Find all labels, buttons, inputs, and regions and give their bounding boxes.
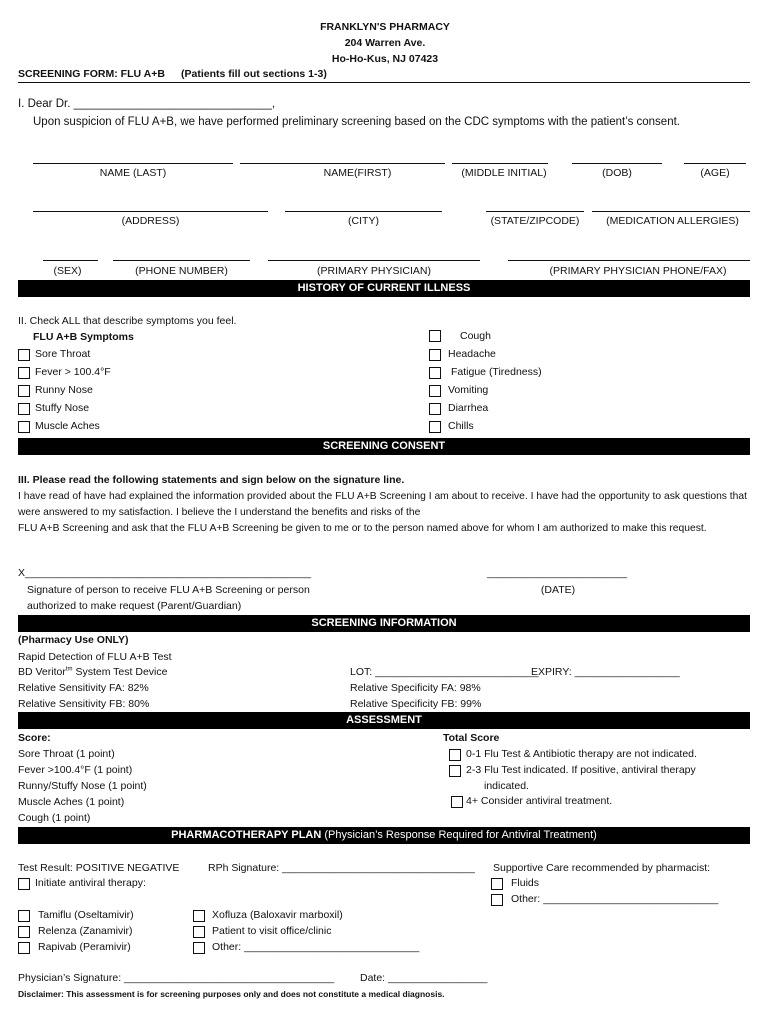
pharmacotherapy-plan-bar: PHARMACOTHERAPY PLAN (Physician’s Response Required for Antiviral Treatment) [18, 827, 750, 844]
sore-throat-label: Sore Throat [35, 348, 91, 360]
expiry-field[interactable]: EXPIRY: __________________ [531, 666, 680, 678]
form-title: SCREENING FORM: FLU A+B [18, 68, 165, 80]
score-2-3-label-cont: indicated. [484, 780, 529, 792]
runny-nose-checkbox[interactable] [18, 385, 30, 397]
middle-initial-field[interactable] [452, 163, 548, 164]
score-item: Fever >100.4°F (1 point) [18, 764, 133, 776]
sensitivity-fa: Relative Sensitivity FA: 82% [18, 682, 149, 694]
phone-number-field[interactable] [113, 260, 250, 261]
rapivab-checkbox[interactable] [18, 942, 30, 954]
score-4-checkbox[interactable] [451, 796, 463, 808]
fluids-checkbox[interactable] [491, 878, 503, 890]
first-name-field[interactable] [240, 163, 445, 164]
fever-checkbox[interactable] [18, 367, 30, 379]
consent-paragraph-2: FLU A+B Screening and ask that the FLU A+B Screening be given to me or to the person named above for whom I am authorized to make this request. [18, 523, 707, 534]
vomiting-checkbox[interactable] [429, 385, 441, 397]
sex-label: (SEX) [53, 265, 82, 277]
signature-line[interactable]: X_________________________________________________ [18, 567, 312, 579]
muscle-aches-checkbox[interactable] [18, 421, 30, 433]
cough-label: Cough [460, 330, 491, 342]
symptoms-heading: II. Check ALL that describe symptoms you feel. [18, 315, 237, 327]
last-name-field[interactable] [33, 163, 233, 164]
relenza-checkbox[interactable] [18, 926, 30, 938]
other-med-line[interactable]: Other: ______________________________ [212, 941, 420, 953]
dob-label: (DOB) [602, 167, 632, 179]
score-0-1-label: 0-1 Flu Test & Antibiotic therapy are not indicated. [466, 748, 697, 760]
runny-nose-label: Runny Nose [35, 384, 93, 396]
age-field[interactable] [684, 163, 746, 164]
consent-date-label: (DATE) [540, 584, 576, 596]
rph-signature-line[interactable]: RPh Signature: _________________________________ [208, 862, 475, 874]
primary-physician-label: (PRIMARY PHYSICIAN) [317, 265, 431, 277]
score-heading: Score: [18, 732, 51, 744]
medication-allergies-label: (MEDICATION ALLERGIES) [606, 215, 739, 227]
consent-date-line[interactable]: ________________________ [487, 567, 628, 579]
physician-signature-line[interactable]: Physician’s Signature: ____________________________________ [18, 972, 335, 984]
disclaimer: Disclaimer: This assessment is for screening purposes only and does not constitute a medical diagnosis. [18, 989, 445, 999]
other-med-checkbox[interactable] [193, 942, 205, 954]
history-bar: HISTORY OF CURRENT ILLNESS [18, 280, 750, 297]
test-name: Rapid Detection of FLU A+B Test [18, 651, 172, 663]
consent-paragraph-1: I have read of have had explained the information provided about the FLU A+B Screening I am about to receive. I have had the opportunity to ask questions that were answered to my satisfaction. I believe the I understand the benefits and risks of the [18, 491, 747, 518]
signature-label-1: Signature of person to receive FLU A+B Screening or person [27, 584, 310, 596]
other-supportive-checkbox[interactable] [491, 894, 503, 906]
chills-label: Chills [448, 420, 474, 432]
vomiting-label: Vomiting [448, 384, 489, 396]
visit-office-checkbox[interactable] [193, 926, 205, 938]
physician-phone-fax-field[interactable] [508, 260, 750, 261]
stuffy-nose-label: Stuffy Nose [35, 402, 90, 414]
score-item: Runny/Stuffy Nose (1 point) [18, 780, 147, 792]
rapivab-label: Rapivab (Peramivir) [38, 941, 131, 953]
headache-checkbox[interactable] [429, 349, 441, 361]
assessment-bar: ASSESSMENT [18, 712, 750, 729]
last-name-label: NAME (LAST) [99, 167, 167, 179]
dear-doctor-line[interactable]: I. Dear Dr. _______________________________, [18, 98, 276, 110]
relenza-label: Relenza (Zanamivir) [38, 925, 133, 937]
test-result[interactable]: Test Result: POSITIVE NEGATIVE [18, 862, 180, 874]
consent-bar: SCREENING CONSENT [18, 438, 750, 455]
stuffy-nose-checkbox[interactable] [18, 403, 30, 415]
score-0-1-checkbox[interactable] [449, 749, 461, 761]
specificity-fb: Relative Specificity FB: 99% [350, 698, 482, 710]
initiate-antiviral-checkbox[interactable] [18, 878, 30, 890]
chills-checkbox[interactable] [429, 421, 441, 433]
tamiflu-label: Tamiflu (Oseltamivir) [38, 909, 134, 921]
primary-physician-field[interactable] [268, 260, 480, 261]
intro-text: Upon suspicion of FLU A+B, we have performed preliminary screening based on the CDC symptoms with the patient’s consent. [33, 116, 680, 128]
signature-label-2: authorized to make request (Parent/Guardian) [27, 600, 242, 612]
fluids-label: Fluids [511, 877, 540, 889]
total-score-heading: Total Score [443, 732, 500, 744]
specificity-fa: Relative Specificity FA: 98% [350, 682, 481, 694]
xofluza-checkbox[interactable] [193, 910, 205, 922]
score-2-3-label: 2-3 Flu Test indicated. If positive, antiviral therapy [466, 764, 696, 776]
pharmacy-use-only: (Pharmacy Use ONLY) [18, 634, 129, 646]
sensitivity-fb: Relative Sensitivity FB: 80% [18, 698, 150, 710]
score-2-3-checkbox[interactable] [449, 765, 461, 777]
tamiflu-checkbox[interactable] [18, 910, 30, 922]
test-device: BD Veritor$^{tm}$ System Test Device [18, 666, 168, 678]
xofluza-label: Xofluza (Baloxavir marboxil) [212, 909, 343, 921]
pharmacy-address: 204 Warren Ave. [344, 37, 426, 49]
score-item: Cough (1 point) [18, 812, 91, 824]
state-zip-label: (STATE/ZIPCODE) [490, 215, 580, 227]
city-label: (CITY) [348, 215, 379, 227]
symptoms-subheading: FLU A+B Symptoms [33, 331, 134, 343]
diarrhea-label: Diarrhea [448, 402, 489, 414]
initiate-antiviral-label: Initiate antiviral therapy: [35, 877, 146, 889]
fatigue-label: Fatigue (Tiredness) [451, 366, 542, 378]
first-name-label: NAME(FIRST) [323, 167, 392, 179]
lot-field[interactable]: LOT: ____________________________ [350, 666, 539, 678]
physician-phone-fax-label: (PRIMARY PHYSICIAN PHONE/FAX) [549, 265, 727, 277]
fever-label: Fever > 100.4°F [35, 366, 111, 378]
cough-checkbox[interactable] [429, 330, 441, 342]
dob-field[interactable] [572, 163, 662, 164]
sore-throat-checkbox[interactable] [18, 349, 30, 361]
score-item: Muscle Aches (1 point) [18, 796, 125, 808]
form-note: (Patients fill out sections 1-3) [181, 68, 327, 80]
muscle-aches-label: Muscle Aches [35, 420, 100, 432]
address-field[interactable] [33, 211, 268, 212]
middle-initial-label: (MIDDLE INITIAL) [461, 167, 547, 179]
state-zip-field[interactable] [486, 211, 584, 212]
pharmacy-name: FRANKLYN'S PHARMACY [320, 21, 450, 33]
headache-label: Headache [448, 348, 496, 360]
age-label: (AGE) [700, 167, 730, 179]
other-supportive-line[interactable]: Other: ______________________________ [511, 893, 719, 905]
city-field[interactable] [285, 211, 442, 212]
consent-heading: III. Please read the following statements and sign below on the signature line. [18, 474, 405, 486]
score-item: Sore Throat (1 point) [18, 748, 115, 760]
physician-date-line[interactable]: Date: _________________ [360, 972, 488, 984]
screening-info-bar: SCREENING INFORMATION [18, 615, 750, 632]
sex-field[interactable] [43, 260, 98, 261]
pharmacy-city: Ho-Ho-Kus, NJ 07423 [331, 53, 439, 65]
score-4-label: 4+ Consider antiviral treatment. [466, 795, 613, 807]
medication-allergies-field[interactable] [592, 211, 750, 212]
fatigue-checkbox[interactable] [429, 367, 441, 379]
supportive-care-label: Supportive Care recommended by pharmacist: [493, 862, 711, 874]
visit-office-label: Patient to visit office/clinic [212, 925, 332, 937]
phone-number-label: (PHONE NUMBER) [135, 265, 228, 277]
header-divider [18, 82, 750, 83]
address-label: (ADDRESS) [121, 215, 180, 227]
diarrhea-checkbox[interactable] [429, 403, 441, 415]
